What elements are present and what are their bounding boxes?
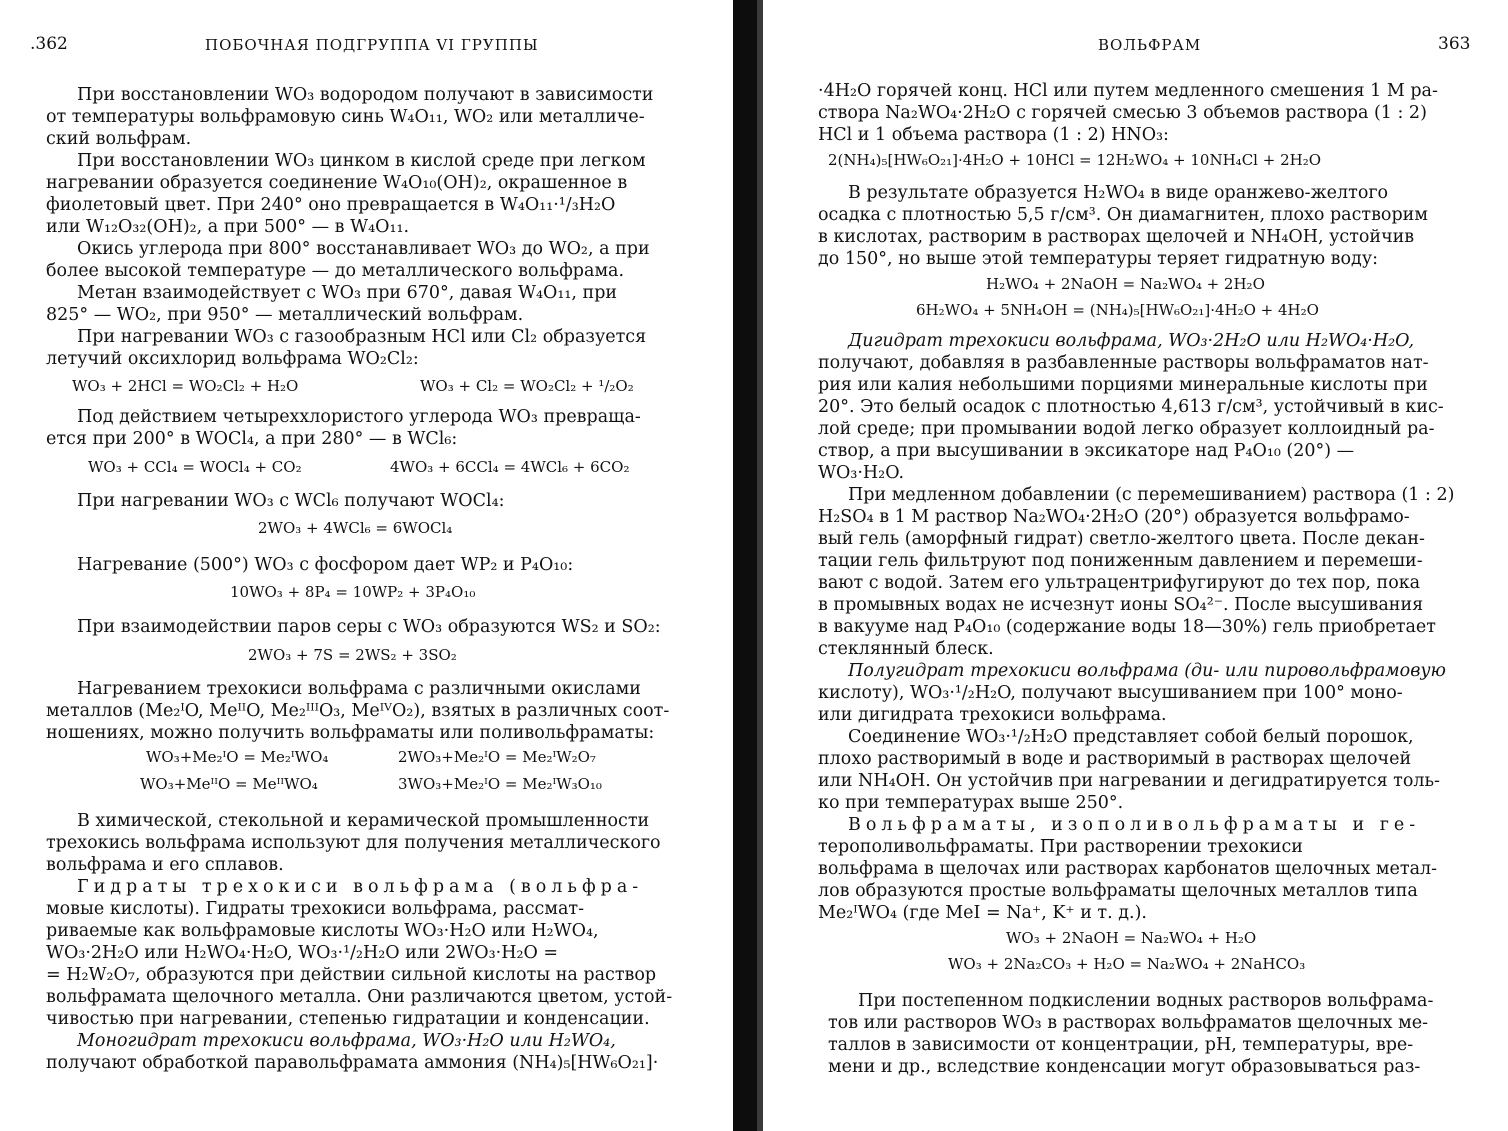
book-gutter-shadow (757, 0, 763, 1131)
text-line: 20°. Это белый осадок с плотностью 4,613 г/см³, устойчивый в кис- (818, 397, 1444, 417)
formula: 10WO₃ + 8P₄ = 10WP₂ + 3P₄O₁₀ (230, 583, 476, 601)
text-line: При взаимодействии паров серы с WO₃ образуются WS₂ и SO₂: (77, 617, 661, 637)
text-line: WO₃·H₂O. (818, 463, 905, 483)
text-line: Вольфраматы, изополивольфраматы и ге- (848, 815, 1421, 835)
text-line: ношениях, можно получить вольфраматы или поливольфраматы: (46, 723, 655, 743)
text-line: створа Na₂WO₄·2H₂O с горячей смесью 3 объемов раствора (1 : 2) (818, 103, 1427, 123)
formula: 2WO₃+Me₂ᴵO = Me₂ᴵW₂O₇ (398, 748, 596, 766)
text-line: При нагревании WO₃ с WCl₆ получают WOCl₄: (77, 491, 505, 511)
text-line: летучий оксихлорид вольфрама WO₂Cl₂: (46, 349, 419, 369)
text-line: H₂SO₄ в 1 M раствор Na₂WO₄·2H₂O (20°) образуется вольфрамо- (818, 507, 1410, 527)
text-line: 825° — WO₂, при 950° — металлический вольфрам. (46, 305, 524, 325)
text-line: вольфрама в щелочах или растворах карбонатов щелочных метал- (818, 859, 1438, 879)
text-line: вольфрама и его сплавов. (46, 855, 284, 875)
text-line: Гидраты трехокиси вольфрама (вольфра- (77, 877, 644, 897)
text-line: получают обработкой паравольфрамата аммония (NH₄)₅[HW₆O₂₁]· (46, 1053, 659, 1073)
text-line: вый гель (аморфный гидрат) светло-желтого цвета. После декан- (818, 529, 1425, 549)
text-line: или NH₄OH. Он устойчив при нагревании и дегидратируется толь- (818, 771, 1440, 791)
formula: 4WO₃ + 6CCl₄ = 4WCl₆ + 6CO₂ (390, 458, 630, 476)
formula: WO₃ + CCl₄ = WOCl₄ + CO₂ (88, 458, 302, 476)
text-line: При нагревании WO₃ с газообразным HCl или Cl₂ образуется (77, 327, 647, 347)
right-page (790, 0, 1508, 1131)
text-line: ский вольфрам. (46, 129, 192, 149)
text-line: плохо растворимый в воде и растворимый в растворах щелочей (818, 749, 1412, 769)
book-gutter (733, 0, 757, 1131)
text-line: кислоту), WO₃·¹/₂H₂O, получают высушиванием при 100° моно- (818, 683, 1403, 703)
text-line: стеклянный блеск. (818, 639, 994, 659)
formula: WO₃ + 2NaOH = Na₂WO₄ + H₂O (1006, 929, 1257, 947)
text-line: или W₁₂O₃₂(OH)₂, а при 500° — в W₄O₁₁. (46, 217, 410, 237)
running-head: ПОБОЧНАЯ ПОДГРУППА VI ГРУППЫ (205, 36, 539, 54)
text-line: В химической, стекольной и керамической промышленности (77, 811, 650, 831)
text-line: ко при температурах выше 250°. (818, 793, 1124, 813)
text-line: трехокись вольфрама используют для получения металлического (46, 833, 661, 853)
text-line: лов образуются простые вольфраматы щелочных металлов типа (818, 881, 1418, 901)
text-line: Под действием четыреххлористого углерода WO₃ превраща- (77, 407, 641, 427)
text-line: тов или растворов WO₃ в растворах вольфраматов щелочных ме- (828, 1013, 1428, 1033)
text-line: осадка с плотностью 5,5 г/см³. Он диамагнитен, плохо растворим (818, 205, 1428, 225)
text-line: нагревании образуется соединение W₄O₁₀(OH)₂, окрашенное в (46, 173, 628, 193)
text-line: фиолетовый цвет. При 240° оно превращается в W₄O₁₁·¹/₃H₂O (46, 195, 616, 215)
text-line: ·4H₂O горячей конц. HCl или путем медленного смешения 1 M ра- (818, 81, 1438, 101)
text-line: Соединение WO₃·¹/₂H₂O представляет собой белый порошок, (848, 727, 1414, 747)
text-line: вольфрамата щелочного металла. Они различаются цветом, устой- (46, 987, 673, 1007)
text-line: HCl и 1 объема раствора (1 : 2) HNO₃: (818, 125, 1169, 145)
text-line: В результате образуется H₂WO₄ в виде оранжево-желтого (848, 183, 1389, 203)
formula: 2WO₃ + 7S = 2WS₂ + 3SO₂ (248, 646, 457, 664)
text-line: получают, добавляя в разбавленные растворы вольфраматов нат- (818, 353, 1429, 373)
formula: WO₃ + 2HCl = WO₂Cl₂ + H₂O (72, 377, 299, 395)
text-line: Полугидрат трехокиси вольфрама (ди- или пировольфрамовую (848, 661, 1446, 681)
text-line: створ, а при высушивании в эксикаторе над P₄O₁₀ (20°) — (818, 441, 1355, 461)
text-line: таллов в зависимости от концентрации, pH, температуры, вре- (828, 1035, 1414, 1055)
text-line: При постепенном подкислении водных растворов вольфрама- (858, 991, 1434, 1011)
text-line: лой среде; при промывании водой легко образует коллоидный ра- (818, 419, 1435, 439)
formula: H₂WO₄ + 2NaOH = Na₂WO₄ + 2H₂O (986, 275, 1265, 293)
formula: 2(NH₄)₅[HW₆O₂₁]·4H₂O + 10HCl = 12H₂WO₄ + 10NH₄Cl + 2H₂O (828, 151, 1322, 169)
text-line: чивостью при нагревании, степенью гидратации и конденсации. (46, 1009, 650, 1029)
text-line: от температуры вольфрамовую синь W₄O₁₁, WO₂ или металличе- (46, 107, 645, 127)
running-head: ВОЛЬФРАМ (1098, 36, 1202, 54)
text-line: = H₂W₂O₇, образуются при действии сильной кислоты на раствор (46, 965, 657, 985)
formula: WO₃+Me₂ᴵO = Me₂ᴵWO₄ (146, 748, 329, 766)
text-line: вают с водой. Затем его ультрацентрифугируют до тех пор, пока (818, 573, 1421, 593)
text-line: Моногидрат трехокиси вольфрама, WO₃·H₂O или H₂WO₄, (77, 1031, 616, 1051)
text-line: При восстановлении WO₃ цинком в кислой среде при легком (77, 151, 646, 171)
text-line: в вакууме над P₄O₁₀ (содержание воды 18—30%) гель приобретает (818, 617, 1436, 637)
page-number: 363 (1438, 34, 1471, 54)
text-line: рия или калия небольшими порциями минеральные кислоты при (818, 375, 1428, 395)
text-line: При медленном добавлении (с перемешиванием) раствора (1 : 2) (848, 485, 1455, 505)
formula: 2WO₃ + 4WCl₆ = 6WOCl₄ (258, 519, 453, 537)
text-line: металлов (Me₂ᴵO, MeᴵᴵO, Me₂ᴵᴵᴵO₃, MeᴵⱽO₂), взятых в различных соот- (46, 701, 670, 721)
formula: 3WO₃+Me₂ᴵO = Me₂ᴵW₃O₁₀ (398, 775, 602, 793)
page-number: .362 (30, 34, 68, 54)
text-line: Окись углерода при 800° восстанавливает WO₃ до WO₂, а при (77, 239, 650, 259)
text-line: в промывных водах не исчезнут ионы SO₄²⁻. После высушивания (818, 595, 1424, 615)
formula: 6H₂WO₄ + 5NH₄OH = (NH₄)₅[HW₆O₂₁]·4H₂O + 4H₂O (916, 301, 1319, 319)
text-line: Дигидрат трехокиси вольфрама, WO₃·2H₂O или H₂WO₄·H₂O, (848, 331, 1415, 351)
formula: WO₃ + Cl₂ = WO₂Cl₂ + ¹/₂O₂ (420, 377, 634, 395)
text-line: более высокой температуре — до металлического вольфрама. (46, 261, 625, 281)
text-line: Метан взаимодействует с WO₃ при 670°, давая W₄O₁₁, при (77, 283, 618, 303)
text-line: Нагревание (500°) WO₃ с фосфором дает WP₂ и P₄O₁₀: (77, 555, 574, 575)
text-line: или дигидрата трехокиси вольфрама. (818, 705, 1167, 725)
text-line: ется при 200° в WOCl₄, а при 280° — в WCl₆: (46, 429, 458, 449)
text-line: мени и др., вследствие конденсации могут образовываться раз- (828, 1057, 1421, 1077)
left-page (0, 0, 720, 1131)
text-line: При восстановлении WO₃ водородом получают в зависимости (77, 85, 654, 105)
formula: WO₃+MeᴵᴵO = MeᴵᴵWO₄ (140, 775, 318, 793)
text-line: тации гель фильтруют под пониженным давлением и перемеши- (818, 551, 1423, 571)
text-line: WO₃·2H₂O или H₂WO₄·H₂O, WO₃·¹/₂H₂O или 2WO₃·H₂O = (46, 943, 559, 963)
text-line: терополивольфраматы. При растворении трехокиси (818, 837, 1303, 857)
text-line: в кислотах, растворим в растворах щелочей и NH₄OH, устойчив (818, 227, 1415, 247)
text-line: до 150°, но выше этой температуры теряет гидратную воду: (818, 249, 1379, 269)
text-line: мовые кислоты). Гидраты трехокиси вольфрама, рассмат- (46, 899, 584, 919)
text-line: риваемые как вольфрамовые кислоты WO₃·H₂O или H₂WO₄, (46, 921, 599, 941)
text-line: Me₂ᴵWO₄ (где MeI = Na⁺, K⁺ и т. д.). (818, 903, 1147, 923)
formula: WO₃ + 2Na₂CO₃ + H₂O = Na₂WO₄ + 2NaHCO₃ (948, 955, 1306, 973)
text-line: Нагреванием трехокиси вольфрама с различными окислами (77, 679, 641, 699)
